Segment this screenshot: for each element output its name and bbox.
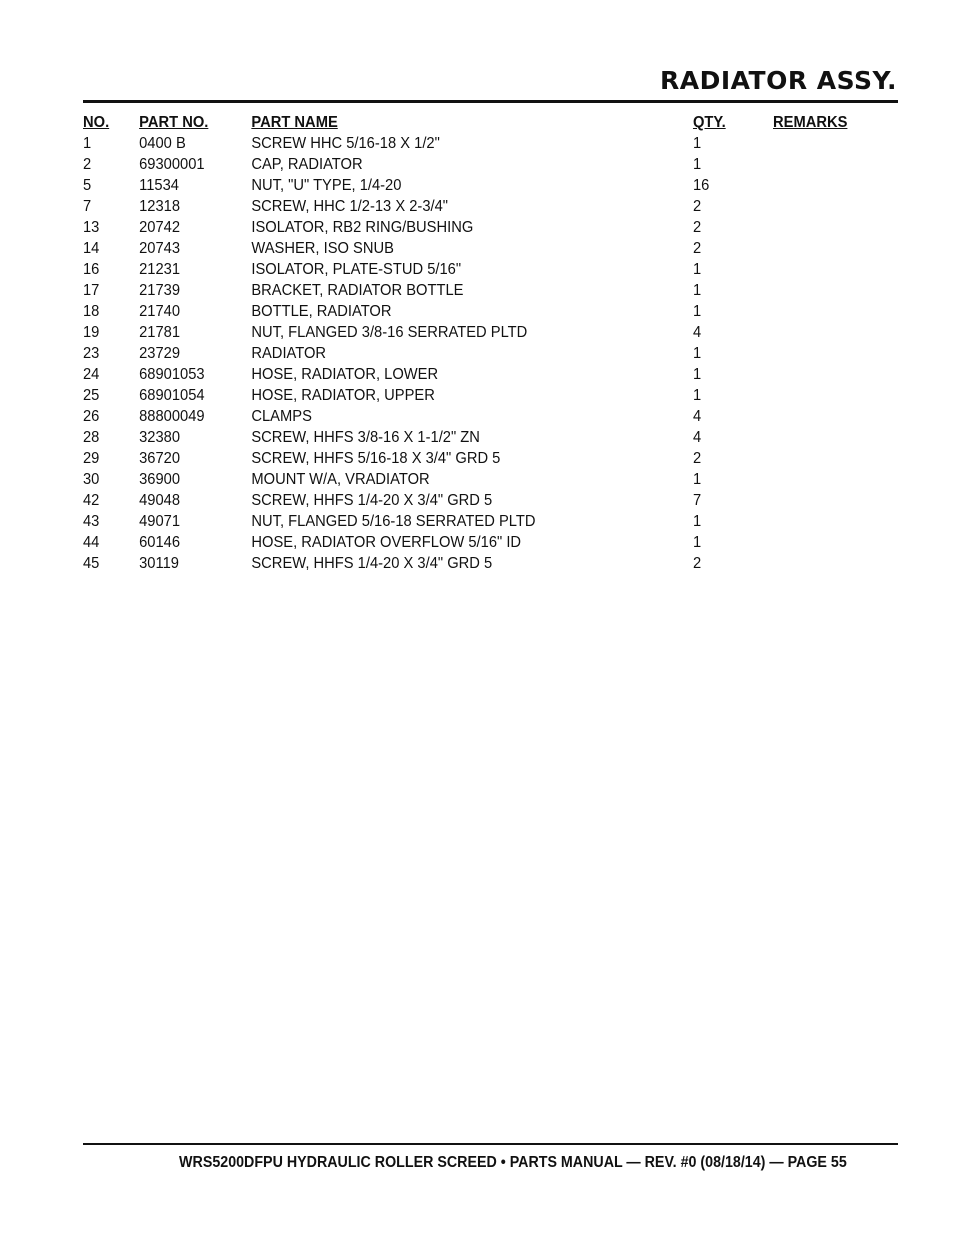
cell-part-no: 20743 — [139, 240, 181, 257]
cell-remarks — [773, 385, 898, 406]
cell-qty: 1 — [692, 282, 702, 299]
cell-remarks — [773, 154, 898, 175]
cell-qty: 2 — [692, 555, 702, 572]
table-row — [83, 154, 898, 175]
table-row — [83, 511, 898, 532]
cell-qty: 1 — [692, 534, 702, 551]
cell-part-name: SCREW, HHFS 1/4-20 X 3/4" GRD 5 — [251, 555, 493, 572]
title-rule — [83, 100, 898, 103]
table-row — [83, 133, 898, 154]
cell-part-no: 20742 — [139, 219, 181, 236]
cell-remarks — [773, 427, 898, 448]
cell-no: 13 — [83, 219, 100, 236]
cell-part-name: ISOLATOR, PLATE-STUD 5/16" — [251, 261, 462, 278]
cell-part-name: NUT, "U" TYPE, 1/4-20 — [251, 177, 402, 194]
table-row — [83, 406, 898, 427]
cell-remarks — [773, 280, 898, 301]
cell-qty: 1 — [692, 135, 702, 152]
cell-part-no: 69300001 — [139, 156, 205, 173]
cell-part-no: 88800049 — [139, 408, 205, 425]
cell-qty: 2 — [692, 450, 702, 467]
cell-part-name: ISOLATOR, RB2 RING/BUSHING — [251, 219, 474, 236]
table-row — [83, 448, 898, 469]
cell-remarks — [773, 490, 898, 511]
cell-no: 2 — [83, 156, 92, 173]
cell-part-no: 32380 — [139, 429, 181, 446]
header-part-name: PART NAME — [251, 114, 338, 131]
header-part-no: PART NO. — [139, 114, 209, 131]
cell-part-no: 30119 — [139, 555, 179, 572]
cell-qty: 2 — [692, 240, 702, 257]
cell-part-name: HOSE, RADIATOR OVERFLOW 5/16" ID — [251, 534, 522, 551]
cell-no: 42 — [83, 492, 100, 509]
table-row — [83, 280, 898, 301]
table-header-row — [83, 112, 898, 133]
cell-part-no: 21231 — [139, 261, 181, 278]
cell-part-name: NUT, FLANGED 5/16-18 SERRATED PLTD — [251, 513, 536, 530]
table-row — [83, 259, 898, 280]
cell-part-name: HOSE, RADIATOR, LOWER — [251, 366, 439, 383]
cell-remarks — [773, 259, 898, 280]
cell-qty: 1 — [692, 156, 702, 173]
cell-part-name: NUT, FLANGED 3/8-16 SERRATED PLTD — [251, 324, 528, 341]
cell-no: 44 — [83, 534, 100, 551]
cell-no: 23 — [83, 345, 100, 362]
header-remarks: REMARKS — [773, 114, 848, 131]
cell-qty: 4 — [692, 408, 702, 425]
footer-rule — [83, 1143, 898, 1145]
cell-part-no: 23729 — [139, 345, 181, 362]
cell-part-name: SCREW, HHFS 3/8-16 X 1-1/2" ZN — [251, 429, 480, 446]
table-row — [83, 364, 898, 385]
cell-qty: 1 — [692, 366, 702, 383]
cell-part-no: 36900 — [139, 471, 181, 488]
cell-part-name: SCREW HHC 5/16-18 X 1/2" — [251, 135, 440, 152]
cell-part-name: HOSE, RADIATOR, UPPER — [251, 387, 435, 404]
cell-part-name: MOUNT W/A, VRADIATOR — [251, 471, 430, 488]
cell-part-name: SCREW, HHC 1/2-13 X 2-3/4" — [251, 198, 449, 215]
cell-remarks — [773, 511, 898, 532]
table-row — [83, 301, 898, 322]
header-no: NO. — [83, 114, 110, 131]
cell-remarks — [773, 343, 898, 364]
cell-part-no: 68901053 — [139, 366, 205, 383]
cell-no: 29 — [83, 450, 100, 467]
cell-part-name: BOTTLE, RADIATOR — [251, 303, 392, 320]
cell-part-name: BRACKET, RADIATOR BOTTLE — [251, 282, 464, 299]
cell-part-name: WASHER, ISO SNUB — [251, 240, 394, 257]
table-row — [83, 427, 898, 448]
cell-part-name: SCREW, HHFS 5/16-18 X 3/4" GRD 5 — [251, 450, 501, 467]
table-row — [83, 238, 898, 259]
cell-part-name: RADIATOR — [251, 345, 327, 362]
parts-table — [83, 112, 898, 574]
cell-no: 28 — [83, 429, 100, 446]
cell-remarks — [773, 196, 898, 217]
cell-part-no: 36720 — [139, 450, 181, 467]
cell-remarks — [773, 364, 898, 385]
cell-part-no: 60146 — [139, 534, 181, 551]
header-qty: QTY. — [692, 114, 726, 131]
cell-part-name: SCREW, HHFS 1/4-20 X 3/4" GRD 5 — [251, 492, 493, 509]
cell-part-no: 49071 — [139, 513, 181, 530]
cell-no: 30 — [83, 471, 100, 488]
cell-qty: 4 — [692, 324, 702, 341]
cell-remarks — [773, 175, 898, 196]
cell-qty: 1 — [692, 387, 702, 404]
cell-part-no: 12318 — [139, 198, 181, 215]
cell-part-no: 0400 B — [139, 135, 186, 152]
table-row — [83, 385, 898, 406]
table-row — [83, 343, 898, 364]
cell-part-no: 11534 — [139, 177, 179, 194]
cell-no: 19 — [83, 324, 100, 341]
cell-qty: 2 — [692, 198, 702, 215]
cell-no: 26 — [83, 408, 100, 425]
cell-part-name: CLAMPS — [251, 408, 312, 425]
cell-part-no: 68901054 — [139, 387, 205, 404]
cell-remarks — [773, 301, 898, 322]
cell-remarks — [773, 553, 898, 574]
cell-remarks — [773, 448, 898, 469]
cell-qty: 1 — [692, 513, 702, 530]
page-title: RADIATOR ASSY. — [659, 66, 897, 95]
cell-no: 16 — [83, 261, 100, 278]
cell-qty: 1 — [692, 261, 702, 278]
cell-remarks — [773, 322, 898, 343]
cell-no: 14 — [83, 240, 100, 257]
cell-part-name: CAP, RADIATOR — [251, 156, 363, 173]
cell-no: 18 — [83, 303, 100, 320]
cell-qty: 1 — [692, 303, 702, 320]
cell-no: 5 — [83, 177, 92, 194]
cell-qty: 1 — [692, 345, 702, 362]
cell-no: 24 — [83, 366, 100, 383]
cell-no: 7 — [83, 198, 92, 215]
cell-remarks — [773, 406, 898, 427]
cell-part-no: 21739 — [139, 282, 181, 299]
table-row — [83, 553, 898, 574]
cell-remarks — [773, 217, 898, 238]
cell-qty: 16 — [692, 177, 710, 194]
cell-no: 17 — [83, 282, 100, 299]
cell-qty: 2 — [692, 219, 702, 236]
cell-remarks — [773, 469, 898, 490]
table-row — [83, 322, 898, 343]
cell-no: 25 — [83, 387, 100, 404]
cell-qty: 1 — [692, 471, 702, 488]
table-row — [83, 532, 898, 553]
cell-no: 1 — [83, 135, 92, 152]
cell-part-no: 21781 — [139, 324, 181, 341]
cell-no: 45 — [83, 555, 100, 572]
page-footer: WRS5200DFPU HYDRAULIC ROLLER SCREED • PARTS MANUAL — REV. #0 (08/18/14) — PAGE 55 — [179, 1154, 847, 1171]
table-row — [83, 217, 898, 238]
table-row — [83, 175, 898, 196]
cell-remarks — [773, 133, 898, 154]
table-row — [83, 469, 898, 490]
cell-part-no: 21740 — [139, 303, 181, 320]
cell-remarks — [773, 238, 898, 259]
cell-no: 43 — [83, 513, 100, 530]
table-row — [83, 196, 898, 217]
cell-qty: 4 — [692, 429, 702, 446]
table-row — [83, 490, 898, 511]
cell-remarks — [773, 532, 898, 553]
cell-part-no: 49048 — [139, 492, 181, 509]
cell-qty: 7 — [692, 492, 702, 509]
